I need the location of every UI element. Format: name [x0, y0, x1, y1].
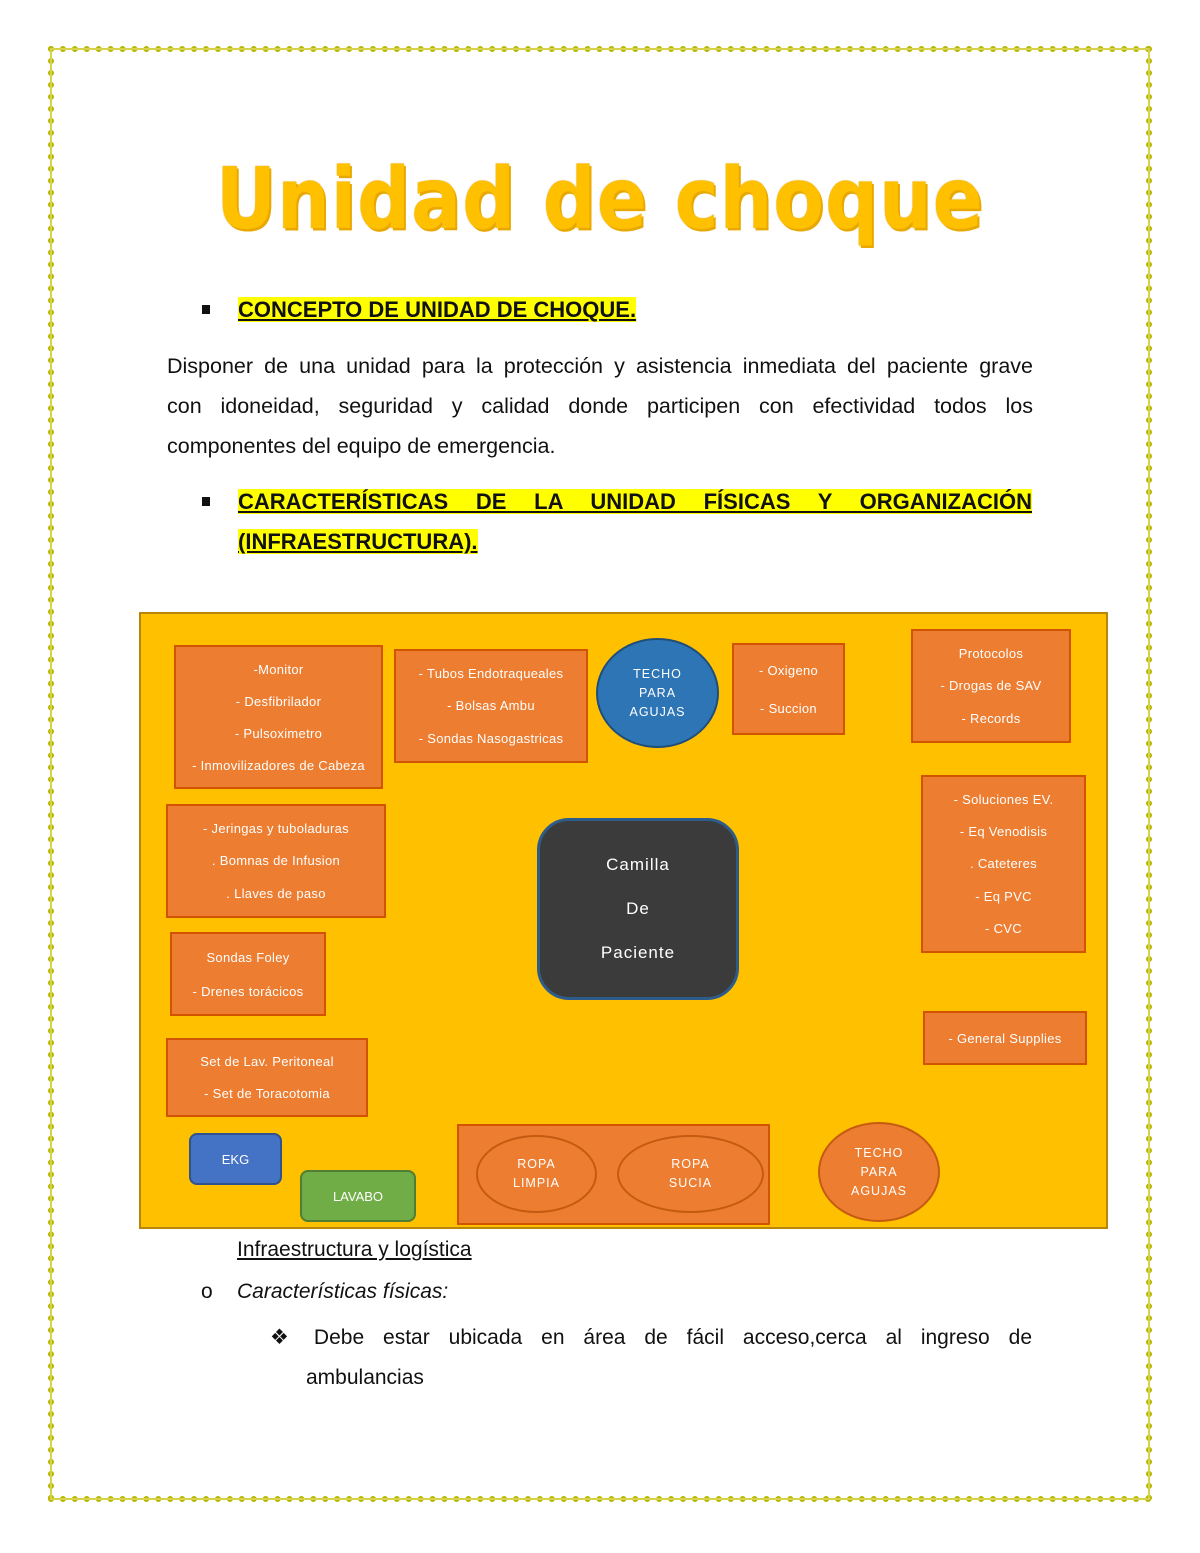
square-bullet-icon: [202, 305, 210, 314]
box-item: - Set de Toracotomia: [204, 1085, 330, 1101]
heading-caracteristicas-line1: CARACTERÍSTICAS DE LA UNIDAD FÍSICAS Y ORGANIZACIÓN: [238, 489, 1032, 514]
box-item: - CVC: [985, 921, 1022, 937]
box-item: - Tubos Endotraqueales: [418, 665, 564, 681]
box-item: - Sondas Nasogastricas: [418, 731, 564, 747]
box-item: - Eq Venodisis: [959, 824, 1048, 840]
techo-agujas-top: [596, 638, 719, 748]
ropa-sucia: [617, 1135, 764, 1213]
circle-label: PARA: [860, 1164, 898, 1179]
box-item: - Soluciones EV.: [953, 791, 1054, 807]
box-item: - Desfibrilador: [235, 693, 322, 709]
circle-label: TECHO: [633, 666, 682, 681]
circle-bullet-icon: o: [201, 1280, 213, 1303]
box-item: . Bomnas de Infusion: [211, 853, 341, 869]
unit-floor-plan: [139, 612, 1108, 1229]
box-item: - Succion: [760, 700, 817, 716]
circle-label: PARA: [638, 685, 677, 700]
square-bullet-icon: [202, 497, 210, 506]
box-item: Sondas Foley: [206, 949, 290, 965]
camilla-label: De: [626, 899, 650, 918]
concepto-paragraph: [167, 346, 1033, 466]
circle-label: ROPA: [671, 1157, 710, 1171]
circle-label: TECHO: [854, 1145, 904, 1160]
list-item-line2: ambulancias: [306, 1366, 424, 1389]
box-item: . Cateteres: [970, 856, 1037, 872]
ropa-limpia: [476, 1135, 597, 1213]
ekg-box: EKG: [189, 1133, 282, 1185]
box-item: - Jeringas y tuboladuras: [203, 820, 349, 836]
general-supplies-box: [923, 1011, 1087, 1065]
heading-concepto: [202, 290, 1032, 330]
camilla-label: Camilla: [606, 855, 670, 874]
sondas-box: [170, 932, 326, 1016]
box-item: - Eq PVC: [975, 888, 1032, 904]
list-item-caracteristicas: [201, 1280, 448, 1304]
circle-label: SUCIA: [668, 1176, 713, 1190]
paragraph-line: componentes del equipo de emergencia.: [167, 434, 556, 458]
circle-label: AGUJAS: [850, 1183, 907, 1198]
box-item: - Pulsoximetro: [234, 725, 323, 741]
list-item-line1: Debe estar ubicada en área de fácil acceso,cerca al ingreso de: [313, 1326, 1032, 1349]
heading-caracteristicas-line2: (INFRAESTRUCTURA).: [238, 529, 478, 554]
lavabo-box: LAVABO: [300, 1170, 416, 1222]
box-item: - Bolsas Ambu: [447, 698, 535, 714]
box-item: Protocolos: [958, 645, 1024, 661]
camilla-paciente: [537, 818, 739, 1000]
box-item: -Monitor: [253, 661, 304, 677]
monitor-box: [174, 645, 383, 789]
oxigeno-box: [732, 643, 845, 735]
camilla-label: Paciente: [600, 943, 676, 962]
heading-caracteristicas: [202, 482, 1032, 562]
box-item: - Oxigeno: [758, 662, 819, 678]
page-title: Unidad de choque: [216, 150, 984, 249]
circle-label: AGUJAS: [629, 704, 686, 719]
techo-agujas-bottom: [818, 1122, 940, 1222]
paragraph-line: Disponer de una unidad para la protección y asistencia inmediata del paciente grave: [167, 354, 1033, 378]
heading-concepto-text: CONCEPTO DE UNIDAD DE CHOQUE.: [238, 297, 637, 322]
lavado-box: [166, 1038, 368, 1117]
list-item-text: Características físicas:: [237, 1280, 449, 1303]
list-item-acceso: [270, 1318, 1032, 1398]
infra-subheading: Infraestructura y logística: [237, 1238, 472, 1261]
box-item: - Drenes torácicos: [192, 983, 304, 999]
box-item: - Drogas de SAV: [940, 678, 1042, 694]
box-item: . Llaves de paso: [226, 886, 326, 902]
diamond-bullet-icon: ❖: [270, 1326, 302, 1349]
circle-label: LIMPIA: [513, 1176, 560, 1190]
box-item: - Inmovilizadores de Cabeza: [192, 757, 365, 773]
protocolos-box: [911, 629, 1071, 743]
jeringas-box: [166, 804, 386, 918]
paragraph-line: con idoneidad, seguridad y calidad donde participen con efectividad todos los: [167, 394, 1033, 418]
tubos-box: [394, 649, 588, 763]
box-item: Set de Lav. Peritoneal: [200, 1054, 334, 1070]
soluciones-box: [921, 775, 1086, 953]
box-item: - Records: [961, 711, 1021, 727]
circle-label: ROPA: [517, 1157, 556, 1171]
box-item: - General Supplies: [948, 1030, 1062, 1046]
